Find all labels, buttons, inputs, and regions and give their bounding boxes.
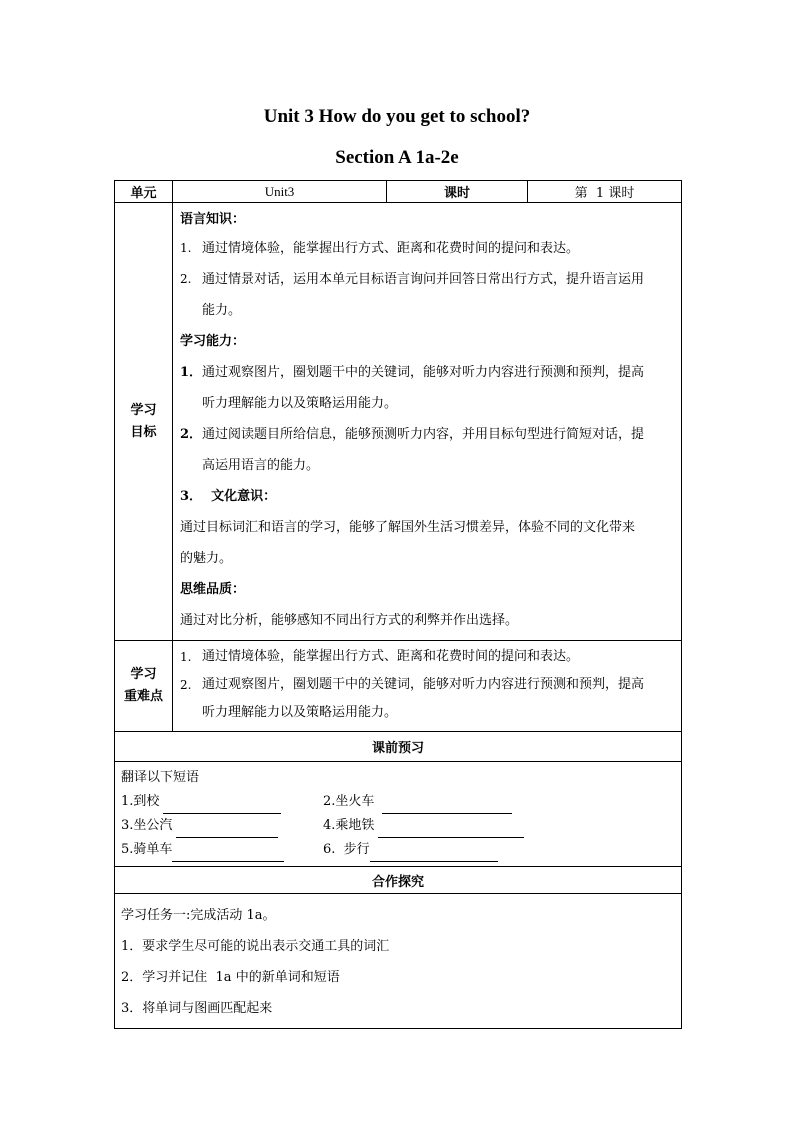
- thinking-text: 通过对比分析，能够感知不同出行方式的利弊并作出选择。: [180, 613, 519, 628]
- key-points-label-line1: 学习: [130, 667, 157, 682]
- answer-blank-2[interactable]: [382, 798, 512, 814]
- objectives-content: [173, 203, 682, 641]
- cooperation-task: 学习任务一:完成活动 1a。: [121, 908, 276, 923]
- ability-item-2-cont: 高运用语言的能力。: [202, 458, 320, 473]
- language-item-1-num: 1.: [180, 241, 192, 255]
- preview-heading: 课前预习: [115, 732, 682, 762]
- preview-row: [115, 762, 682, 867]
- preview-heading-row: [115, 732, 682, 762]
- period-value: 第 1 课时: [528, 181, 682, 203]
- key-points-row: [115, 641, 682, 732]
- language-item-2-text: 通过情景对话，运用本单元目标语言询问并回答日常出行方式，提升语言运用: [202, 272, 645, 287]
- objectives-label-line1: 学习: [130, 402, 157, 418]
- thinking-heading: 思维品质：: [180, 582, 246, 597]
- language-item-1: [180, 233, 675, 264]
- cooperation-heading-row: [115, 867, 682, 894]
- document-subtitle: Section A 1a-2e: [335, 147, 459, 168]
- preview-item-3: [121, 814, 323, 838]
- preview-instruction: 翻译以下短语: [121, 770, 200, 785]
- unit-label: 单元: [115, 181, 173, 203]
- preview-item-2-label: 2.坐火车: [323, 794, 375, 809]
- key-point-1-text: 通过情境体验，能掌握出行方式、距离和花费时间的提问和表达。: [202, 649, 580, 664]
- header-row: [115, 181, 682, 203]
- objectives-label-line2: 目标: [130, 424, 157, 440]
- cooperation-row: [115, 894, 682, 1029]
- preview-item-5-label: 5.骑单车: [121, 842, 173, 857]
- preview-item-3-label: 3.坐公汽: [121, 818, 173, 833]
- key-point-2-num: 2.: [180, 678, 192, 692]
- ability-item-1: [180, 357, 675, 388]
- cooperation-heading: 合作探究: [115, 867, 682, 894]
- key-point-1-num: 1.: [180, 650, 192, 664]
- cooperation-step-2: 2．学习并记住 1a 中的新单词和短语: [121, 970, 340, 985]
- preview-line-2: [121, 814, 675, 838]
- language-item-2-cont: 能力。: [202, 303, 242, 318]
- lesson-plan-table: [114, 180, 682, 1029]
- key-point-2: [180, 671, 675, 699]
- unit-value: Unit3: [173, 181, 387, 203]
- preview-item-4-label: 4.乘地铁: [323, 818, 375, 833]
- culture-text-2: 的魅力。: [180, 551, 233, 566]
- ability-item-2: [180, 419, 675, 450]
- preview-item-4: [323, 814, 525, 838]
- key-point-2-text: 通过观察图片，圈划题干中的关键词，能够对听力内容进行预测和预判，提高: [202, 677, 645, 692]
- preview-item-6-label: 6. 步行: [323, 842, 370, 857]
- key-points-label-line2: 重难点: [123, 689, 163, 704]
- preview-line-1: [121, 790, 675, 814]
- preview-item-2: [323, 790, 525, 814]
- key-points-label: [115, 641, 173, 732]
- answer-blank-1[interactable]: [163, 798, 281, 814]
- language-item-2-num: 2.: [180, 272, 192, 286]
- culture-text-1: 通过目标词汇和语言的学习，能够了解国外生活习惯差异，体验不同的文化带来: [180, 520, 636, 535]
- ability-item-2-num: 2．: [180, 427, 203, 442]
- ability-heading: 学习能力：: [180, 334, 246, 349]
- ability-item-1-cont: 听力理解能力以及策略运用能力。: [202, 396, 398, 411]
- answer-blank-5[interactable]: [172, 846, 284, 862]
- preview-item-1: [121, 790, 323, 814]
- objectives-row: [115, 203, 682, 641]
- ability-item-1-text: 通过观察图片，圈划题干中的关键词，能够对听力内容进行预测和预判，提高: [202, 365, 645, 380]
- document-title: Unit 3 How do you get to school?: [263, 106, 531, 127]
- cooperation-step-3: 3．将单词与图画匹配起来: [121, 1001, 273, 1016]
- period-label: 课时: [387, 181, 528, 203]
- preview-line-3: [121, 838, 675, 862]
- preview-item-6: [323, 838, 525, 862]
- preview-item-1-label: 1.到校: [121, 794, 160, 809]
- key-point-1: [180, 643, 675, 671]
- key-point-2-cont: 听力理解能力以及策略运用能力。: [202, 705, 398, 720]
- language-item-2: [180, 264, 675, 295]
- ability-item-1-num: 1．: [180, 365, 203, 380]
- cooperation-content: [115, 894, 682, 1029]
- language-heading: 语言知识：: [180, 212, 246, 227]
- objectives-label: [115, 203, 173, 641]
- answer-blank-3[interactable]: [176, 822, 278, 838]
- language-item-1-text: 通过情境体验，能掌握出行方式、距离和花费时间的提问和表达。: [202, 241, 580, 256]
- answer-blank-6[interactable]: [370, 846, 498, 862]
- ability-item-2-text: 通过阅读题目所给信息，能够预测听力内容，并用目标句型进行简短对话，提: [202, 427, 645, 442]
- cooperation-step-1: 1．要求学生尽可能的说出表示交通工具的词汇: [121, 939, 390, 954]
- answer-blank-4[interactable]: [378, 822, 524, 838]
- key-points-content: [173, 641, 682, 732]
- preview-item-5: [121, 838, 323, 862]
- preview-content: [115, 762, 682, 867]
- culture-heading: 3． 文化意识：: [180, 489, 277, 504]
